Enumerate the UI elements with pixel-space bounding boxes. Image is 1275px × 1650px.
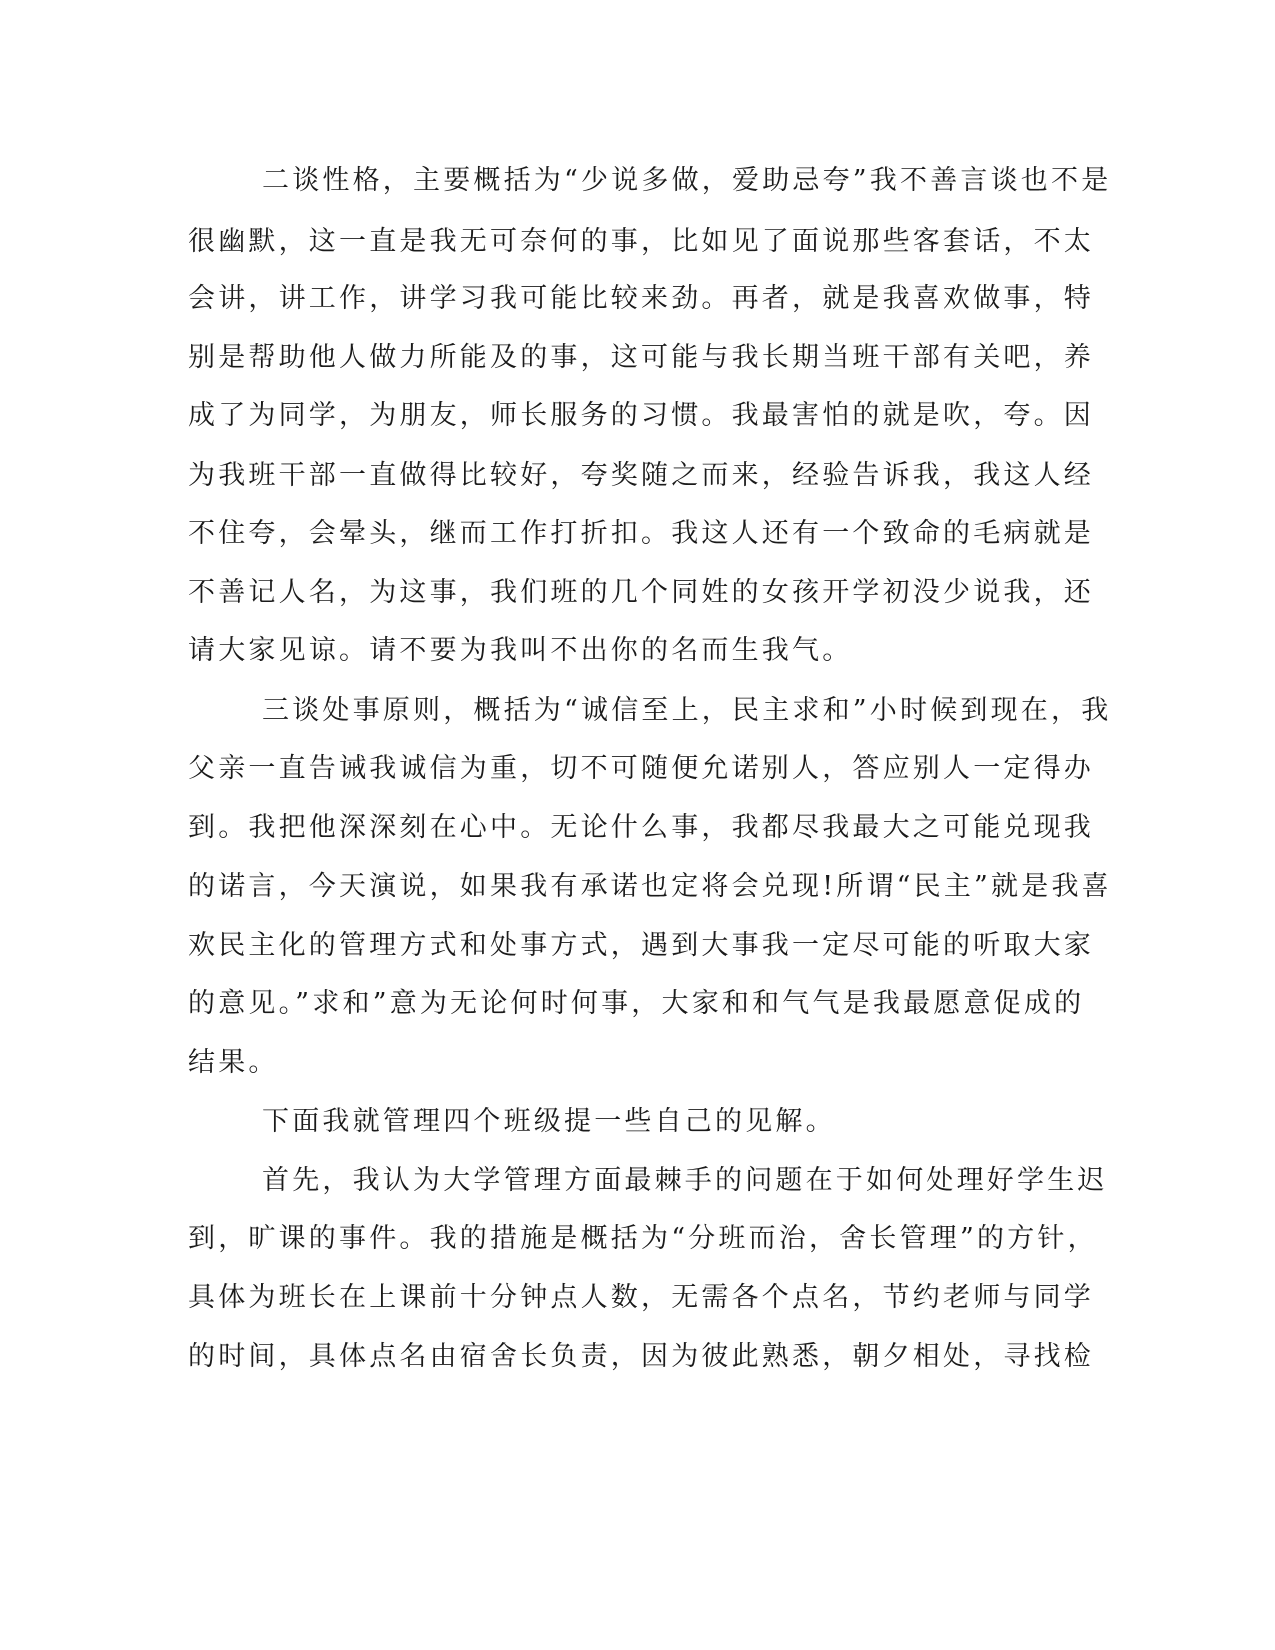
- text-line: 请大家见谅。请不要为我叫不出你的名而生我气。: [188, 635, 853, 666]
- text-line: 不善记人名，为这事，我们班的几个同姓的女孩开学初没少说我，还: [188, 577, 1094, 608]
- text-line: 结果。: [188, 1047, 279, 1078]
- text-line: 很幽默，这一直是我无可奈何的事，比如见了面说那些客套话，不太: [188, 226, 1094, 257]
- text-line: 别是帮助他人做力所能及的事，这可能与我长期当班干部有关吧，养: [188, 342, 1094, 373]
- text-line: 的诺言，今天演说，如果我有承诺也定将会兑现!所谓“民主”就是我喜: [188, 871, 1112, 902]
- text-line: 三谈处事原则，概括为“诚信至上，民主求和”小时候到现在，我: [262, 695, 1112, 726]
- text-line: 二谈性格，主要概括为“少说多做，爱助忌夸”我不善言谈也不是: [262, 165, 1112, 196]
- text-line: 不住夸，会晕头，继而工作打折扣。我这人还有一个致命的毛病就是: [188, 518, 1094, 549]
- text-line: 会讲，讲工作，讲学习我可能比较来劲。再者，就是我喜欢做事，特: [188, 283, 1094, 314]
- text-line: 到，旷课的事件。我的措施是概括为“分班而治，舍长管理”的方针，: [188, 1223, 1098, 1254]
- text-line: 具体为班长在上课前十分钟点人数，无需各个点名，节约老师与同学: [188, 1282, 1094, 1313]
- text-line: 成了为同学，为朋友，师长服务的习惯。我最害怕的就是吹，夸。因: [188, 400, 1094, 431]
- text-line: 父亲一直告诫我诚信为重，切不可随便允诺别人，答应别人一定得办: [188, 753, 1094, 784]
- text-line: 首先，我认为大学管理方面最棘手的问题在于如何处理好学生迟: [262, 1165, 1108, 1196]
- text-line: 的时间，具体点名由宿舍长负责，因为彼此熟悉，朝夕相处，寻找检: [188, 1341, 1094, 1372]
- text-line: 的意见。”求和”意为无论何时何事，大家和和气气是我最愿意促成的: [188, 988, 1085, 1019]
- text-line: 下面我就管理四个班级提一些自己的见解。: [262, 1106, 836, 1137]
- text-line: 欢民主化的管理方式和处事方式，遇到大事我一定尽可能的听取大家: [188, 930, 1094, 961]
- text-line: 为我班干部一直做得比较好，夸奖随之而来，经验告诉我，我这人经: [188, 460, 1094, 491]
- text-line: 到。我把他深深刻在心中。无论什么事，我都尽我最大之可能兑现我: [188, 812, 1094, 843]
